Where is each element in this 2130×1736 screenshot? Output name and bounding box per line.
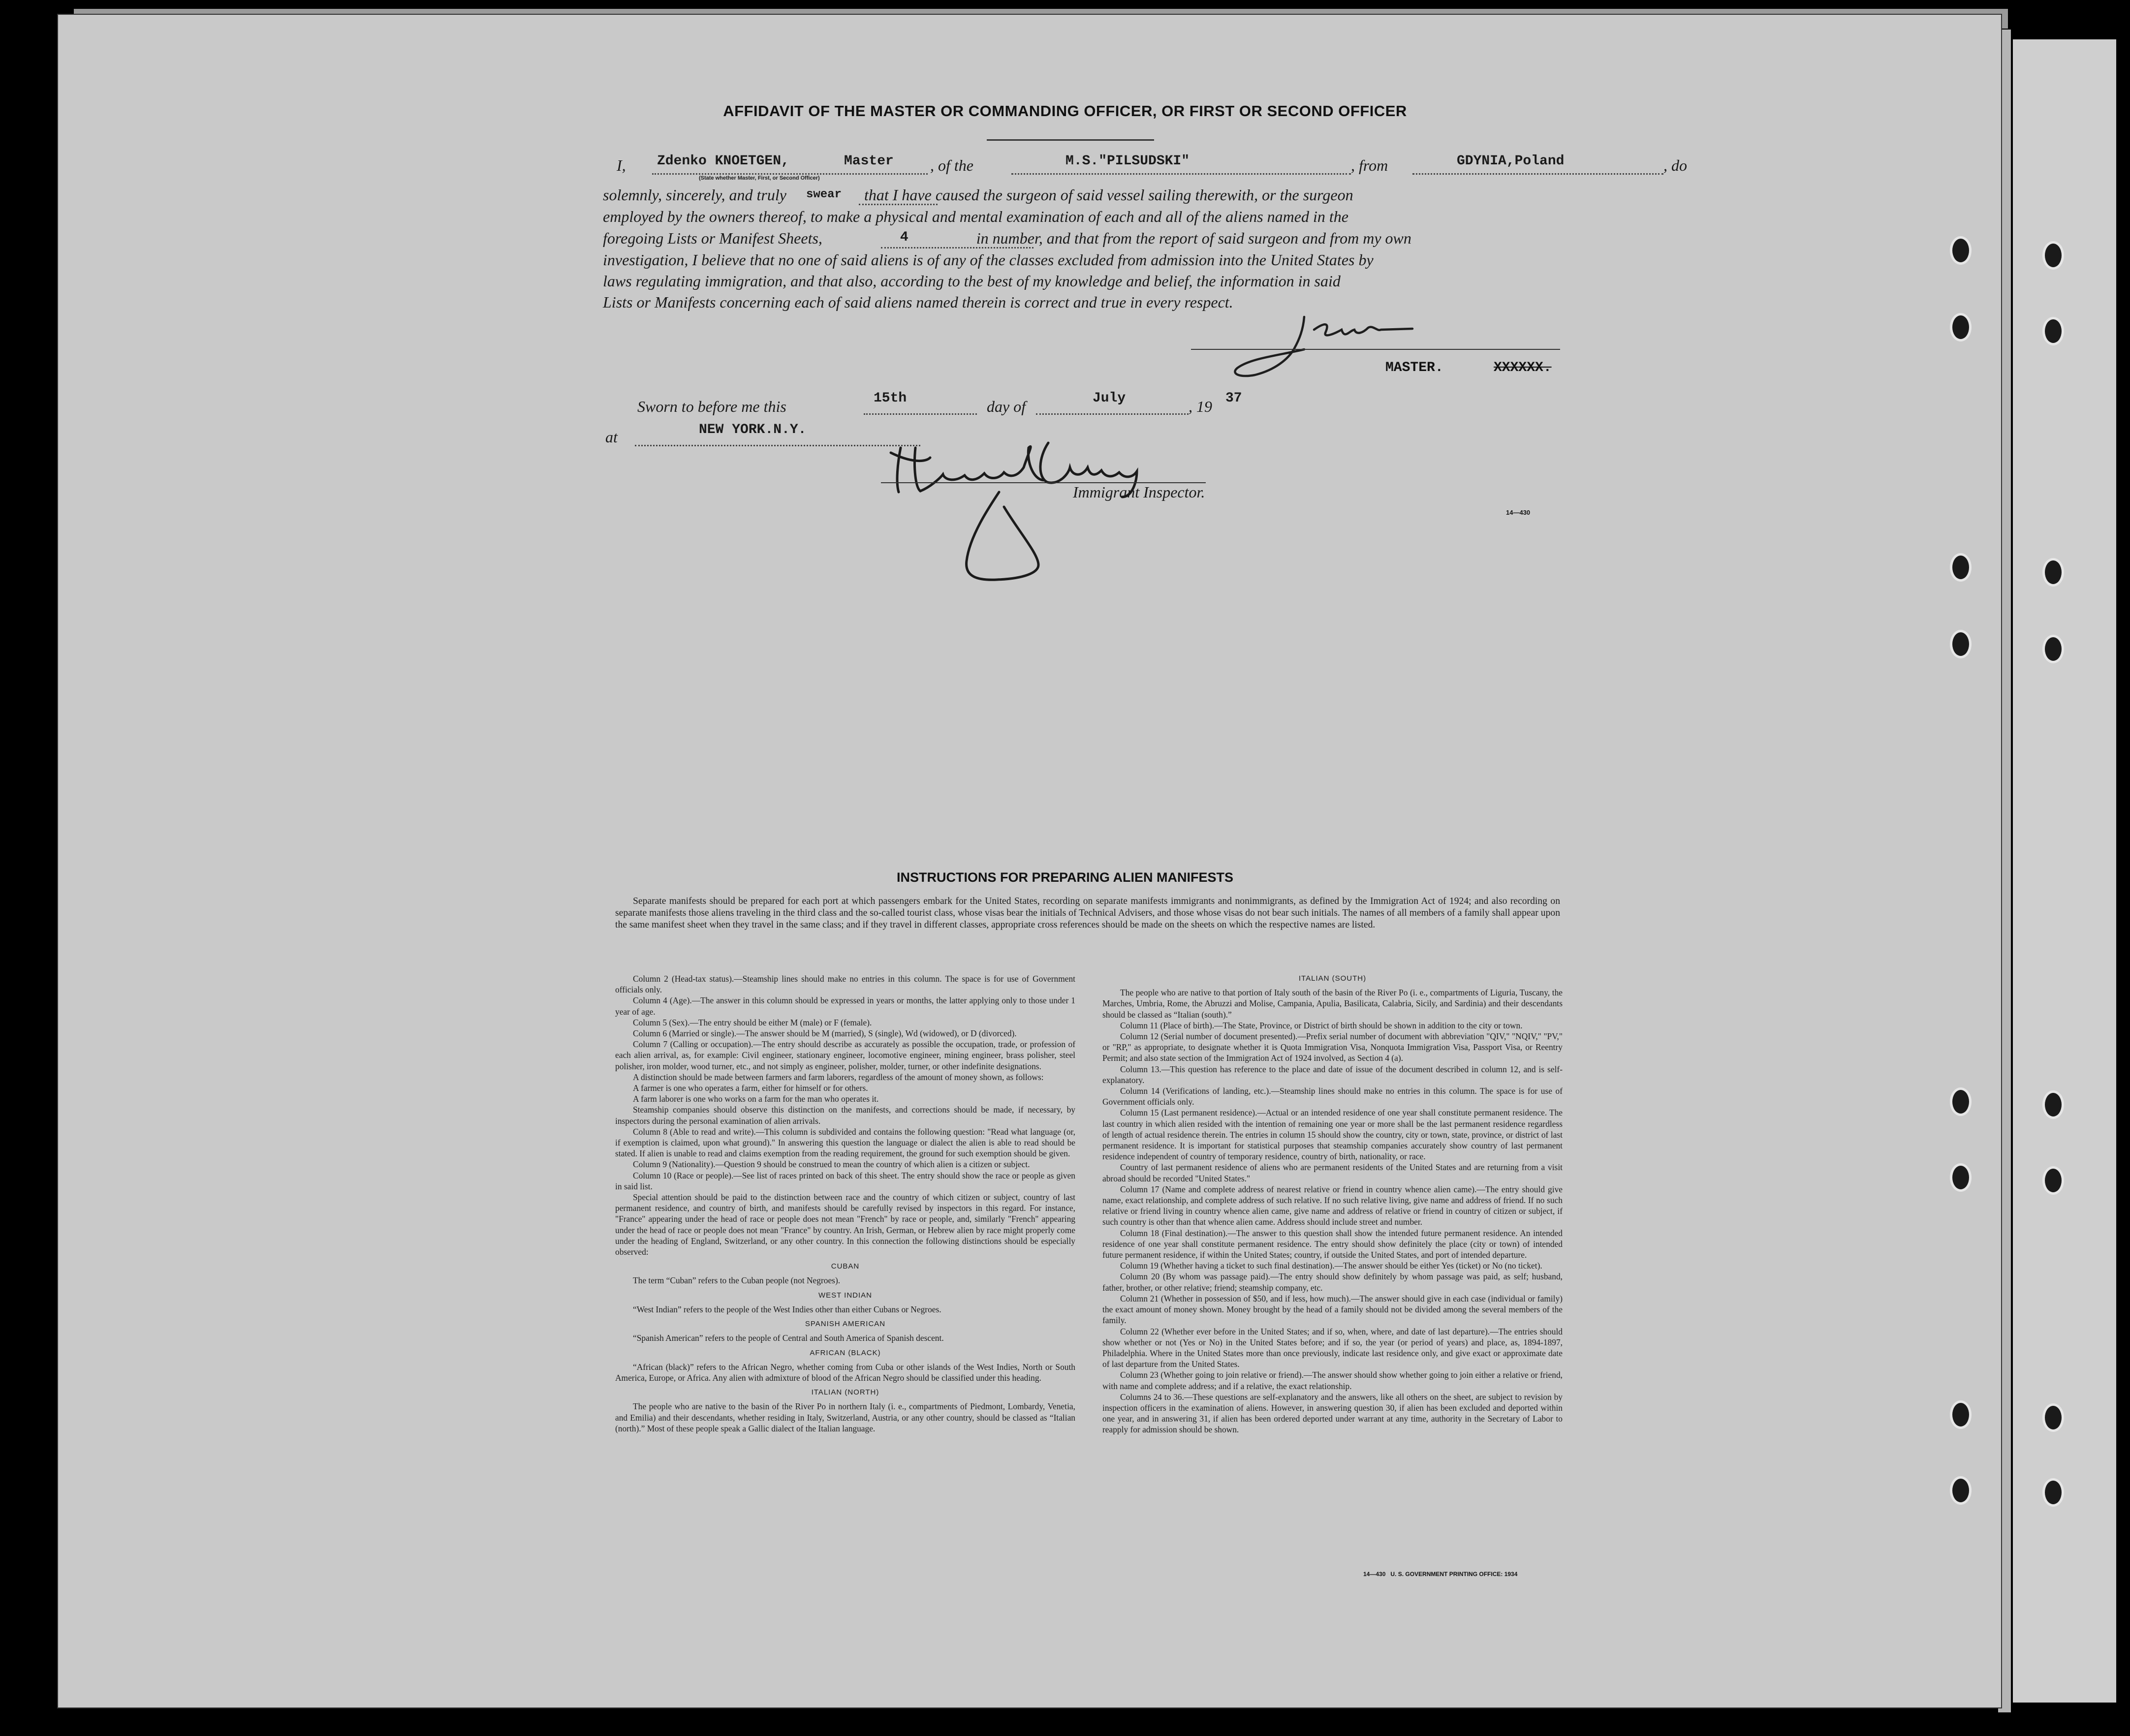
instruction-paragraph: A farmer is one who operates a farm, either for himself or for others. (633, 1083, 868, 1093)
vessel-rule (1011, 173, 1351, 175)
sworn-month-field: July (1093, 391, 1126, 406)
instruction-paragraph: Column 23 (Whether going to join relative or friend).—The answer should show whether going to join either a relative or friend, with name and complete address; and if a relative, the exact relationship. (1102, 1370, 1563, 1391)
day-of-text: day of (987, 398, 1026, 415)
binding-hole (1950, 236, 1972, 265)
affidavit-text: foregoing Lists or Manifest Sheets, (603, 229, 822, 247)
instruction-paragraph: Country of last permanent residence of aliens who are permanent residents of the United States and are returning from a visit abroad should be recorded "United States." (1102, 1162, 1563, 1183)
binding-hole (1950, 1400, 1972, 1429)
binding-hole (1950, 1087, 1972, 1116)
instruction-paragraph: “West Indian” refers to the people of the West Indies other than either Cubans or Negroes. (633, 1304, 941, 1314)
affidavit-line-4 (603, 229, 1411, 248)
instruction-paragraph: Column 8 (Able to read and write).—This column is subdivided and contains the following question: "Read what language (or, if exemption is claimed, upon what ground)." In answering this question the language or dialect the alien is able to read should be stated. If alien is unable to read and claims exemption from the reading requirement, the ground for such exemption should be given. (615, 1126, 1075, 1159)
port-rule (1412, 173, 1663, 175)
inspector-title: Immigrant Inspector. (1073, 483, 1205, 501)
day-rule (864, 413, 977, 415)
instruction-paragraph: Column 9 (Nationality).—Question 9 should be construed to mean the country of which alien is a citizen or subject. (633, 1159, 1030, 1170)
instructions-right-column (1102, 973, 1563, 1435)
instruction-paragraph: Column 7 (Calling or occupation).—The entry should describe as accurately as possible the occupation, trade, or profession of each alien arrival, as, for example: Civil engineer, stationary engineer, locomotive engineer, mining engineer, brass polisher, steel polisher, iron molder, wood turner, etc., and not simply as engineer, polisher, molder, turner, or other indefinite designations. (615, 1039, 1075, 1071)
section-heading: ITALIAN (SOUTH) (1298, 974, 1367, 983)
binding-hole (2042, 1166, 2064, 1195)
affidavit-text: in number, and that from the report of said surgeon and from my own (976, 229, 1411, 247)
instructions-title: INSTRUCTIONS FOR PREPARING ALIEN MANIFESTS (896, 870, 1234, 885)
affidavit-title: AFFIDAVIT OF THE MASTER OR COMMANDING OFFICER, OR FIRST OR SECOND OFFICER (723, 102, 1407, 120)
oath-field: swear (806, 188, 842, 201)
affidavit-line-1 (603, 154, 2030, 181)
section-heading: CUBAN (831, 1262, 860, 1271)
instruction-paragraph: Column 11 (Place of birth).—The State, Province, or District of birth should be shown in addition to the city or town. (1120, 1020, 1523, 1030)
inspector-signature (881, 433, 1235, 590)
instruction-paragraph: The people who are native to that portion of Italy south of the basin of the River Po (i. e., compartments of Liguria, Tuscany, the Marches, Umbria, Rome, the Abruzzi and Molise, Campania, Apulia, Basilicata, Calabria, Sicily, and Sardinia) and their descendants should be classed as “Italian (south).” (1102, 988, 1563, 1020)
instruction-paragraph: Column 22 (Whether ever before in the United States; and if so, when, where, and date of last departure).—The entries should show whether or not (Yes or No) in the United States before; and if so, the year (or period of years) and place, as, 1894-1897, Philadelphia. Where in the United States more than once previously, indicate last residence only, and give exact or approximate date of last departure from the United States. (1102, 1326, 1563, 1369)
master-signature (1221, 310, 1486, 384)
instruction-paragraph: Column 13.—This question has reference to the place and date of issue of the document described in column 12, and is self-explanatory. (1102, 1064, 1563, 1085)
signer-title: MASTER. (1385, 360, 1443, 375)
affidavit-line-5: investigation, I believe that no one of said aliens is of any of the classes excluded from admission into the United States by (603, 251, 1374, 269)
from-text: , from (1351, 156, 1388, 174)
binding-hole (2042, 635, 2064, 663)
binding-hole (1950, 1163, 1972, 1192)
instruction-paragraph: Columns 24 to 36.—These questions are self-explanatory and the answers, like all others on the sheet, are subject to revision by inspection officers in the examination of aliens. However, in answering question 30, if alien has been excluded and deported within one year, and in answering 31, if alien has been ordered deported under warrant at any time, authority in the Secretary of Labor to reapply for admission should be shown. (1102, 1392, 1563, 1435)
instructions-left-column (615, 973, 1075, 1434)
instruction-paragraph: Special attention should be paid to the distinction between race and the country of which citizen or subject, country of last permanent residence, and country of birth, and manifests should be carefully revised by inspectors in this regard. For instance, "France" appearing under the head of race or people does not mean "French" by race or people, and, similarly "French" appearing under the head of race or people does not mean "France" by country. An Irish, German, or Hebrew alien by race might properly come under the heading of England, Switzerland, or any other country. In this connection the following distinctions should be especially observed: (615, 1192, 1075, 1257)
title-rule (987, 139, 1154, 141)
instruction-paragraph: “African (black)” refers to the African Negro, whether coming from Cuba or other islands of the West Indies, North or South America, Europe, or Africa. Any alien with admixture of blood of the African Negro should be classified under this heading. (615, 1362, 1075, 1383)
instructions-intro (615, 896, 1560, 931)
printing-office-footer: 14—430 U. S. GOVERNMENT PRINTING OFFICE: 1934 (1363, 1571, 1518, 1578)
affidavit-line-7: Lists or Manifests concerning each of said aliens named therein is correct and true in every respect. (603, 293, 1233, 311)
sworn-text: Sworn to before me this (637, 398, 786, 415)
instruction-paragraph: Column 4 (Age).—The answer in this column should be expressed in years or months, the latter applying only to those under 1 year of age. (615, 995, 1075, 1017)
name-rule (652, 173, 928, 175)
of-the-text: , of the (930, 156, 973, 174)
section-heading: WEST INDIAN (818, 1291, 873, 1300)
instruction-paragraph: The term “Cuban” refers to the Cuban people (not Negroes). (633, 1275, 841, 1286)
instruction-paragraph: Column 15 (Last permanent residence).—Actual or an intended residence of one year shall constitute permanent residence. The last country in which alien resided with the intention of remaining one year or more shall be the last permanent residence regardless of length of actual residence therein. The entries in column 15 should show the country, city or town, state, province, or district of last permanent residence. It is important for statistical purposes that steamship companies accurately show country of last permanent residence independent of country of temporary residence, country of birth, nationality, or race. (1102, 1108, 1563, 1162)
binding-hole (1950, 630, 1972, 658)
instruction-paragraph: Column 10 (Race or people).—See list of races printed on back of this sheet. The entry should show the race or people as given in said list. (615, 1170, 1075, 1191)
sworn-day-field: 15th (874, 391, 907, 406)
month-rule (1036, 413, 1189, 415)
section-heading: SPANISH AMERICAN (805, 1320, 886, 1329)
year-prefix: , 19 (1189, 398, 1212, 415)
port-field: GDYNIA,Poland (1457, 154, 1565, 169)
instruction-paragraph: Column 20 (By whom was passage paid).—The entry should show definitely by whom passage was paid, as self; husband, father, brother, or other relative; friend; steamship company, etc. (1102, 1271, 1563, 1293)
affidavit-text: solemnly, sincerely, and truly (603, 186, 786, 204)
sheets-rule (881, 247, 1034, 248)
instruction-paragraph: Steamship companies should observe this distinction on the manifests, and corrections should be made, if necessary, by inspectors during the personal examination of alien arrivals. (615, 1105, 1075, 1126)
section-heading: AFRICAN (BLACK) (810, 1348, 881, 1357)
oath-rule (859, 204, 938, 205)
instruction-paragraph: Column 2 (Head-tax status).—Steamship lines should make no entries in this column. The space is for use of Government officials only. (615, 974, 1075, 995)
vessel-name-field: M.S."PILSUDSKI" (1065, 154, 1190, 169)
affidavit-line-6: laws regulating immigration, and that also, according to the best of my knowledge and belief, the information in said (603, 272, 1341, 290)
form-number: 14—430 (1506, 509, 1531, 516)
binding-hole (2042, 1090, 2064, 1119)
binding-hole (2042, 1403, 2064, 1432)
rank-caption: (State whether Master, First, or Second Officer) (699, 175, 820, 181)
binding-hole (2042, 1478, 2064, 1507)
binding-hole (1950, 1476, 1972, 1505)
instruction-paragraph: Column 12 (Serial number of document presented).—Prefix serial number of document with abbreviation "QIV," "NQIV," "PV," or "RP," as appropriate, to designate whether it is Quota Immigration Visa, Nonquota Immigration Visa, Passport Visa, or Reentry Permit; and also state section of the Immigration Act of 1924 involved, as Section 4 (a). (1102, 1031, 1563, 1063)
sheets-count-field: 4 (900, 230, 908, 245)
struck-title: XXXXXX. (1494, 360, 1552, 375)
section-heading: ITALIAN (NORTH) (811, 1388, 879, 1397)
affidavit-line-3: employed by the owners thereof, to make a physical and mental examination of each and all of the aliens named in the (603, 208, 1348, 225)
sworn-line (637, 391, 1326, 419)
instruction-paragraph: Column 18 (Final destination).—The answer to this question shall show the intended future permanent residence. An intended residence of one year shall constitute permanent residence. The entry should show definitely the place (city or town) of intended future permanent residence, if within the United States; country, if outside the United States, and port of intended departure. (1102, 1228, 1563, 1260)
instruction-paragraph: Column 19 (Whether having a ticket to such final destination).—The answer should be either Yes (ticket) or No (no ticket). (1120, 1261, 1542, 1271)
affidavit-i: I, (617, 156, 626, 174)
at-text: at (605, 428, 618, 446)
instruction-paragraph: A distinction should be made between farmers and farm laborers, regardless of the amount of money shown, as follows: (633, 1072, 1044, 1082)
sworn-place-field: NEW YORK.N.Y. (699, 422, 807, 437)
binding-hole (2042, 558, 2064, 587)
instruction-paragraph: Column 14 (Verifications of landing, etc.).—Steamship lines should make no entries in this column. The space is for use of Government officials only. (1102, 1086, 1563, 1107)
place-rule (635, 445, 920, 446)
instruction-paragraph: “Spanish American” refers to the people of Central and South America of Spanish descent. (633, 1333, 944, 1343)
officer-name-field: Zdenko KNOETGEN, (657, 154, 789, 169)
instruction-paragraph: Column 5 (Sex).—The entry should be either M (male) or F (female). (633, 1017, 872, 1027)
binding-hole (1950, 313, 1972, 341)
intro-paragraph: Separate manifests should be prepared for each port at which passengers embark for the United States, recording on separate manifests immigrants and nonimmigrants, as defined by the Immigration Act of 1924; and also recording on separate manifests those aliens traveling in the third class and the so-called tourist class, whose visas bear the initials of Technical Advisers, and those whose visas do not bear such initials. The names of all members of a family shall appear upon the same manifest sheet when they travel in the same class; and if they travel in different classes, appropriate cross references should be made on the sheets on which the respective names are listed. (615, 896, 1560, 930)
sworn-year-field: 37 (1225, 391, 1242, 406)
master-signature-line (1191, 349, 1560, 350)
affidavit-line-2 (603, 186, 1353, 204)
officer-rank-field: Master (844, 154, 894, 169)
affidavit-text: that I have caused the surgeon of said vessel sailing therewith, or the surgeon (864, 186, 1353, 204)
instruction-paragraph: Column 21 (Whether in possession of $50, and if less, how much).—The answer should give in each case (individual or family) the exact amount of money shown. Money brought by the head of a family should not be divided among the several members of the family. (1102, 1293, 1563, 1326)
instruction-paragraph: Column 17 (Name and complete address of nearest relative or friend in country whence alien came).—The entry should give name, exact relationship, and complete address of such relative. If no such relative living, give name and address of friend. If no such relative or friend living in country whence alien came, give name and address of relative or friend in country of citizen or subject, if such country is other than that whence alien came. Address should include street and number. (1102, 1184, 1563, 1227)
instruction-paragraph: The people who are native to the basin of the River Po in northern Italy (i. e., compartments of Piedmont, Lombardy, Venetia, and Emilia) and their descendants, whether residing in Italy, Switzerland, Austria, or any other country, should be classed as “Italian (north).” Most of these people speak a Gallic dialect of the Italian language. (615, 1401, 1075, 1433)
binding-hole (2042, 317, 2064, 345)
instruction-paragraph: A farm laborer is one who works on a farm for the man who operates it. (633, 1094, 879, 1104)
binding-hole (1950, 553, 1972, 582)
binding-hole (2042, 241, 2064, 270)
do-text: , do (1663, 156, 1687, 174)
instruction-paragraph: Column 6 (Married or single).—The answer should be M (married), S (single), Wd (widowed), or D (divorced). (633, 1028, 1017, 1039)
